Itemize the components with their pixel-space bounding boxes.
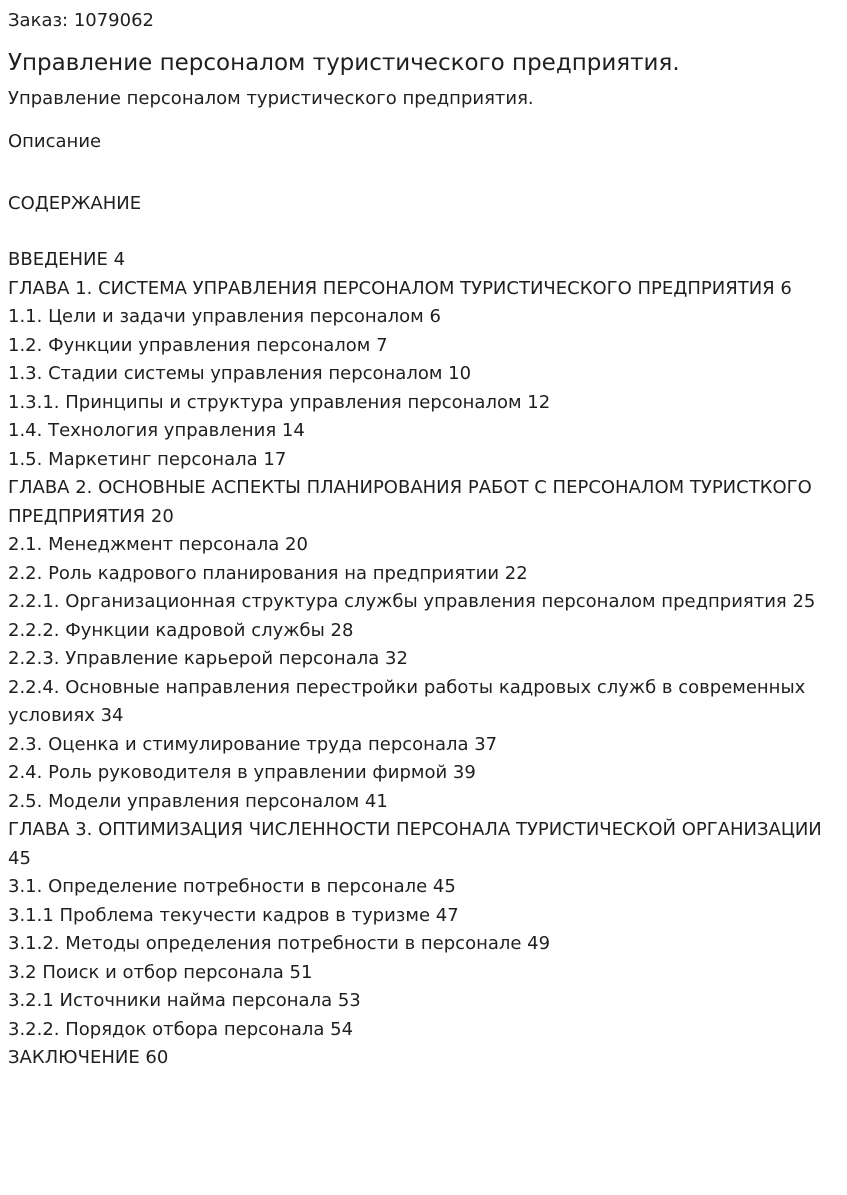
toc-item: 2.1. Менеджмент персонала 20 <box>8 534 308 555</box>
toc-item: 2.2. Роль кадрового планирования на предприятии 22 <box>8 562 528 584</box>
toc-item: ВВЕДЕНИЕ 4 <box>8 249 126 270</box>
order-number: Заказ: 1079062 <box>8 10 154 31</box>
toc-item: 2.4. Роль руководителя в управлении фирмой 39 <box>8 762 476 783</box>
toc-item: 3.1.1 Проблема текучести кадров в туризме 47 <box>8 904 459 926</box>
toc-item: 2.5. Модели управления персоналом 41 <box>8 790 388 812</box>
toc-item: 3.2.1 Источники найма персонала 53 <box>8 990 361 1011</box>
toc-item: 1.3.1. Принципы и структура управления персоналом 12 <box>8 391 551 413</box>
contents-heading: СОДЕРЖАНИЕ <box>8 193 142 214</box>
toc-item: 2.3. Оценка и стимулирование труда персонала 37 <box>8 733 498 755</box>
toc-item: 3.1. Определение потребности в персонале 45 <box>8 876 456 897</box>
toc-item: 3.2 Поиск и отбор персонала 51 <box>8 961 313 983</box>
toc-item: ЗАКЛЮЧЕНИЕ 60 <box>8 1047 169 1068</box>
toc-item: ГЛАВА 1. СИСТЕМА УПРАВЛЕНИЯ ПЕРСОНАЛОМ ТУРИСТИЧЕСКОГО ПРЕДПРИЯТИЯ 6 <box>8 277 792 299</box>
toc-item: 3.2.2. Порядок отбора персонала 54 <box>8 1018 354 1040</box>
toc-item: 3.1.2. Методы определения потребности в персонале 49 <box>8 933 551 954</box>
toc-item: 1.2. Функции управления персоналом 7 <box>8 334 388 356</box>
table-of-contents <box>8 246 839 1073</box>
toc-item: ГЛАВА 3. ОПТИМИЗАЦИЯ ЧИСЛЕННОСТИ ПЕРСОНАЛА ТУРИСТИЧЕСКОЙ ОРГАНИЗАЦИИ 45 <box>8 819 822 869</box>
toc-item: 2.2.3. Управление карьерой персонала 32 <box>8 648 408 669</box>
toc-item: 1.1. Цели и задачи управления персоналом 6 <box>8 306 441 327</box>
description-heading: Описание <box>8 131 102 152</box>
toc-item: 1.3. Стадии системы управления персоналом 10 <box>8 363 472 384</box>
toc-item: 1.4. Технология управления 14 <box>8 420 305 441</box>
toc-item: ГЛАВА 2. ОСНОВНЫЕ АСПЕКТЫ ПЛАНИРОВАНИЯ РАБОТ С ПЕРСОНАЛОМ ТУРИСТКОГО ПРЕДПРИЯТИЯ 20 <box>8 477 812 527</box>
toc-item: 1.5. Маркетинг персонала 17 <box>8 448 287 470</box>
toc-item: 2.2.2. Функции кадровой службы 28 <box>8 619 354 641</box>
toc-item: 2.2.1. Организационная структура службы управления персоналом предприятия 25 <box>8 591 816 612</box>
page-title: Управление персоналом туристического предприятия. <box>8 50 680 76</box>
toc-item: 2.2.4. Основные направления перестройки работы кадровых служб в современных условиях 34 <box>8 676 806 726</box>
page-subtitle: Управление персоналом туристического предприятия. <box>8 88 534 109</box>
